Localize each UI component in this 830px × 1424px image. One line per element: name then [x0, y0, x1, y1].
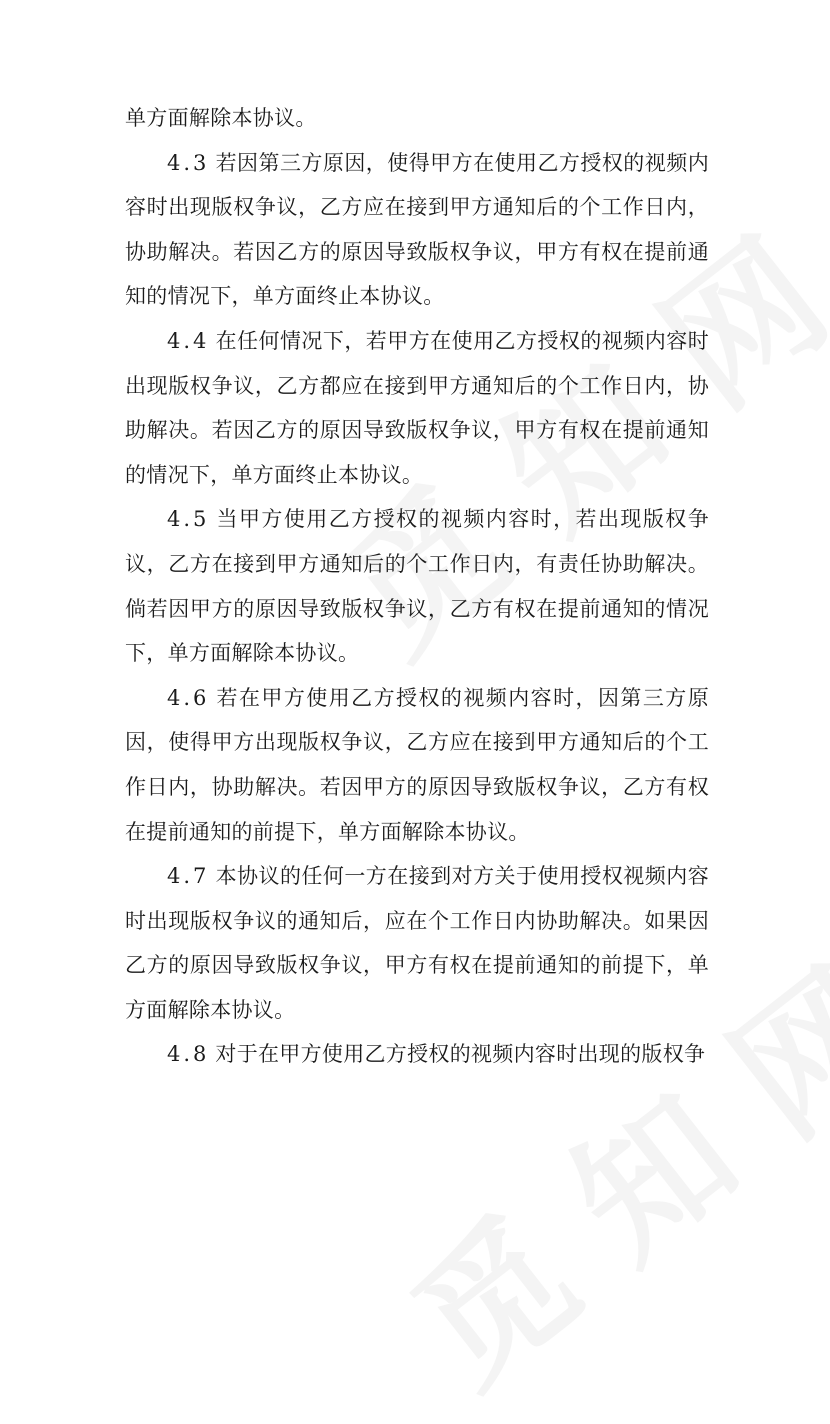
- clause-4-6: [125, 676, 709, 854]
- clause-number: 4.7: [167, 864, 210, 889]
- paragraph-text: 单方面解除本协议。: [125, 106, 317, 130]
- clause-text: 若在甲方使用乙方授权的视频内容时，因第三方原因，使得甲方出现版权争议，乙方应在接到甲方通知后的个工作日内，协助解决。若因甲方的原因导致版权争议，乙方有权在提前通知的前提下，单方面解除本协议。: [125, 685, 709, 844]
- clause-text: 本协议的任何一方在接到对方关于使用授权视频内容时出现版权争议的通知后，应在个工作日内协助解决。如果因乙方的原因导致版权争议，甲方有权在提前通知的前提下，单方面解除本协议。: [125, 864, 709, 1022]
- clause-text: 若因第三方原因，使得甲方在使用乙方授权的视频内容时出现版权争议，乙方应在接到甲方通知后的个工作日内，协助解决。若因乙方的原因导致版权争议，甲方有权在提前通知的情况下，单方面终止本协议。: [125, 150, 709, 309]
- clause-4-4: [125, 319, 709, 497]
- clause-text: 对于在甲方使用乙方授权的视频内容时出现的版权争: [215, 1042, 706, 1067]
- clause-4-8: [125, 1032, 709, 1077]
- document-body: [125, 96, 709, 1077]
- clause-text: 当甲方使用乙方授权的视频内容时，若出现版权争议，乙方在接到甲方通知后的个工作日内，有责任协助解决。倘若因甲方的原因导致版权争议，乙方有权在提前通知的情况下，单方面解除本协议。: [125, 507, 709, 666]
- clause-text: 在任何情况下，若甲方在使用乙方授权的视频内容时出现版权争议，乙方都应在接到甲方通知后的个工作日内，协助解决。若因乙方的原因导致版权争议，甲方有权在提前通知的情况下，单方面终止本协议。: [125, 328, 709, 487]
- clause-number: 4.4: [167, 328, 210, 353]
- clause-4-3: [125, 141, 709, 319]
- clause-number: 4.3: [167, 150, 210, 175]
- paragraph-continuation: [125, 96, 709, 141]
- clause-number: 4.8: [167, 1042, 210, 1067]
- clause-4-7: [125, 854, 709, 1032]
- clause-number: 4.6: [167, 685, 210, 710]
- clause-number: 4.5: [167, 507, 210, 532]
- clause-4-5: [125, 497, 709, 675]
